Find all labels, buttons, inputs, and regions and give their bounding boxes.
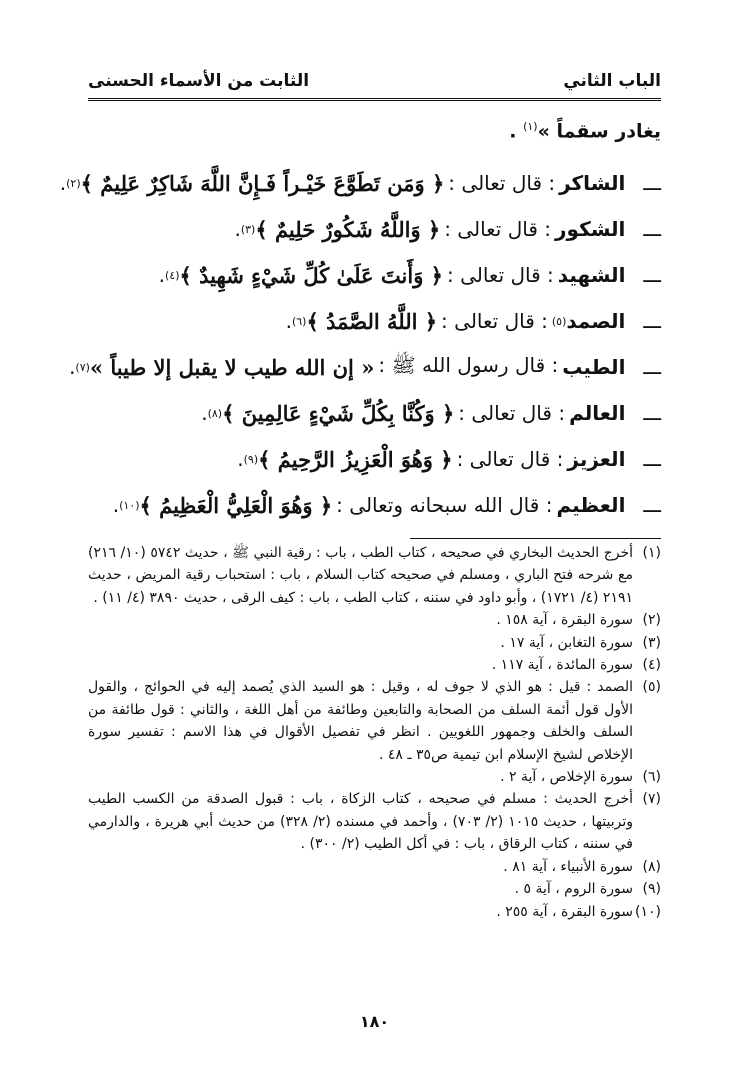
divine-name: العزيز [567, 447, 626, 471]
quran-quote: ﴿ وَأَنتَ عَلَىٰ كُلِّ شَيْءٍ شَهِيدٌ ﴾ [179, 262, 443, 288]
header-divider [88, 98, 661, 101]
bullet-dash: ـــ [643, 263, 661, 287]
continuation-line [509, 120, 661, 142]
list-item [88, 206, 661, 252]
footnote-ref: (٦) [291, 314, 307, 328]
divine-name: الشهيد [557, 263, 626, 287]
footnote-text: سورة الروم ، آية ٥ . [514, 881, 633, 898]
footnote [88, 654, 661, 676]
footnote [88, 632, 661, 654]
list-item [59, 160, 661, 206]
quran-quote: ﴿ وَهُوَ الْعَزِيزُ الرَّحِيمُ ﴾ [258, 446, 453, 472]
end-mark: . [112, 493, 120, 517]
intro-text: : قال تعالى : [448, 171, 556, 195]
footnote-text: سورة البقرة ، آية ١٥٨ . [496, 612, 633, 629]
footnote-text: الصمد : قيل : هو الذي لا جوف له ، وقيل : هو السيد الذي يُصمد إليه في الحوائج ، والقول الأول قول أئمة السلف من الصحابة والتابعين وطائفة من أهل اللغة ، والثاني : قول طائفة من السلف والخلف وجمهور اللغويين . انظر في تفصيل الأقوال في هذا الاسم : تفسير سورة الإخلاص لشيخ الإسلام ابن تيمية ص٣٥ ـ ٤٨ . [88, 679, 633, 763]
bullet-dash: ـــ [643, 355, 661, 379]
names-list [59, 160, 661, 528]
quran-quote: ﴿ وَكُنَّا بِكُلِّ شَيْءٍ عَالِمِينَ ﴾ [222, 400, 455, 426]
footnote-ref: (١) [523, 120, 538, 133]
list-item [69, 344, 661, 390]
divine-name: الشاكر [559, 171, 626, 195]
list-item [88, 436, 661, 482]
end-mark: . [201, 401, 208, 425]
footnote [88, 901, 661, 923]
footnote-ref: (٥) [551, 314, 567, 328]
quran-quote: ﴿ وَهُوَ الْعَلِيُّ الْعَظِيمُ ﴾ [139, 492, 333, 518]
footnote-text: سورة البقرة ، آية ٢٥٥ . [496, 903, 633, 920]
footnote-text: سورة المائدة ، آية ١١٧ . [491, 657, 633, 674]
footnote-text: سورة الأنبياء ، آية ٨١ . [503, 858, 633, 875]
footnote-ref: (٤) [165, 268, 180, 282]
divine-name: الشكور [555, 217, 626, 241]
book-title: الثابت من الأسماء الحسنى [88, 71, 310, 91]
footnote [88, 878, 661, 900]
footnote-number: (٥) [642, 679, 661, 696]
footnote [88, 856, 661, 878]
bullet-dash: ـــ [643, 217, 661, 241]
bullet-dash: ـــ [643, 171, 661, 195]
footnote-number: (٤) [642, 657, 661, 674]
footnote [88, 542, 661, 609]
footnote-divider [410, 538, 661, 539]
intro-text: : قال تعالى : [458, 401, 566, 425]
footnote-text: سورة التغابن ، آية ١٧ . [500, 634, 633, 651]
bullet-dash: ـــ [643, 447, 661, 471]
footnote-ref: (٨) [207, 406, 223, 420]
footnote [88, 676, 661, 766]
running-header [88, 66, 661, 96]
intro-text: : قال تعالى : [446, 263, 554, 287]
footnote-number: (٦) [642, 769, 661, 786]
intro-text: : قال الله سبحانه وتعالى : [336, 493, 553, 517]
divine-name: الطيب [562, 355, 626, 379]
quran-quote: ﴿ وَاللَّهُ شَكُورٌ حَلِيمٌ ﴾ [255, 216, 441, 242]
list-item [88, 298, 661, 344]
list-item [88, 482, 661, 528]
divine-name: العالم [569, 401, 626, 425]
intro-text: : قال تعالى : [441, 309, 548, 333]
end-mark: . [234, 217, 241, 241]
footnote-number: (٩) [642, 881, 661, 898]
continuation-text: يغادر سقماً » [537, 120, 661, 143]
footnote-number: (١) [642, 545, 661, 561]
footnote-ref: (٣) [240, 222, 256, 236]
end-mark: . [237, 447, 244, 471]
footnote-text: أخرج الحديث : مسلم في صحيحه ، كتاب الزكاة ، باب : قبول الصدقة من الكسب الطيب وتربيتها ، حديث ١٠١٥ (٢/ ٧٠٣) ، وأحمد في مسنده (٢/ ٣٢٨) من حديث أبي هريرة ، والدارمي في سننه ، كتاب الرقاق ، باب : في أكل الطيب (٢/ ٣٠٠) . [88, 791, 634, 853]
list-item [88, 390, 661, 436]
footnote-number: (٧) [642, 791, 661, 808]
footnote-number: (٢) [642, 612, 661, 629]
footnote [88, 766, 661, 788]
chapter-title: الباب الثاني [563, 71, 661, 91]
footnote-ref: (١٠) [119, 498, 140, 512]
continuation-end: . [509, 120, 524, 143]
footnote-ref: (٧) [75, 360, 90, 374]
end-mark: . [285, 309, 292, 333]
footnote [88, 788, 661, 855]
page-number: ١٨٠ [359, 1012, 390, 1031]
hadith-quote: « إن الله طيب لا يقبل إلا طيباً » [89, 354, 375, 380]
list-item [88, 252, 661, 298]
intro-text: : قال تعالى : [456, 447, 564, 471]
divine-name: الصمد [566, 309, 626, 333]
footnotes [88, 542, 661, 923]
footnote [88, 609, 661, 631]
bullet-dash: ـــ [643, 493, 661, 517]
footnote-text: أخرج الحديث البخاري في صحيحه ، كتاب الطب ، باب : رقية النبي ﷺ ، حديث ٥٧٤٢ (١٠/ ٢١٦) مع شرحه فتح الباري ، ومسلم في صحيحه كتاب السلام ، باب : استحباب رقية المريض ، حديث ٢١٩١ (٤/ ١٧٢١) ، وأبو داود في سننه ، كتاب الطب ، باب : كيف الرقى ، حديث ٣٨٩٠ (٤/ ١١) . [88, 545, 634, 606]
end-mark: . [158, 263, 166, 287]
footnote-ref: (٩) [243, 452, 259, 466]
bullet-dash: ـــ [643, 401, 661, 425]
footnote-text: سورة الإخلاص ، آية ٢ . [500, 769, 633, 786]
intro-text: : قال تعالى : [444, 217, 552, 241]
quran-quote: ﴿ اللَّهُ الصَّمَدُ ﴾ [306, 308, 438, 334]
footnote-number: (٨) [642, 858, 661, 875]
footnote-number: (٣) [642, 634, 661, 651]
quran-quote: ﴿ وَمَن تَطَوَّعَ خَيْـراً فَـإِنَّ اللَّهَ شَاكِرٌ عَلِيمٌ ﴾ [80, 170, 445, 196]
footnote-ref: (٢) [66, 176, 81, 190]
end-mark: . [69, 355, 76, 379]
bullet-dash: ـــ [643, 309, 661, 333]
divine-name: العظيم [556, 493, 626, 517]
end-mark: . [59, 171, 67, 195]
footnote-number: (١٠) [635, 903, 661, 920]
intro-text: : قال رسول الله ﷺ : [378, 352, 559, 377]
